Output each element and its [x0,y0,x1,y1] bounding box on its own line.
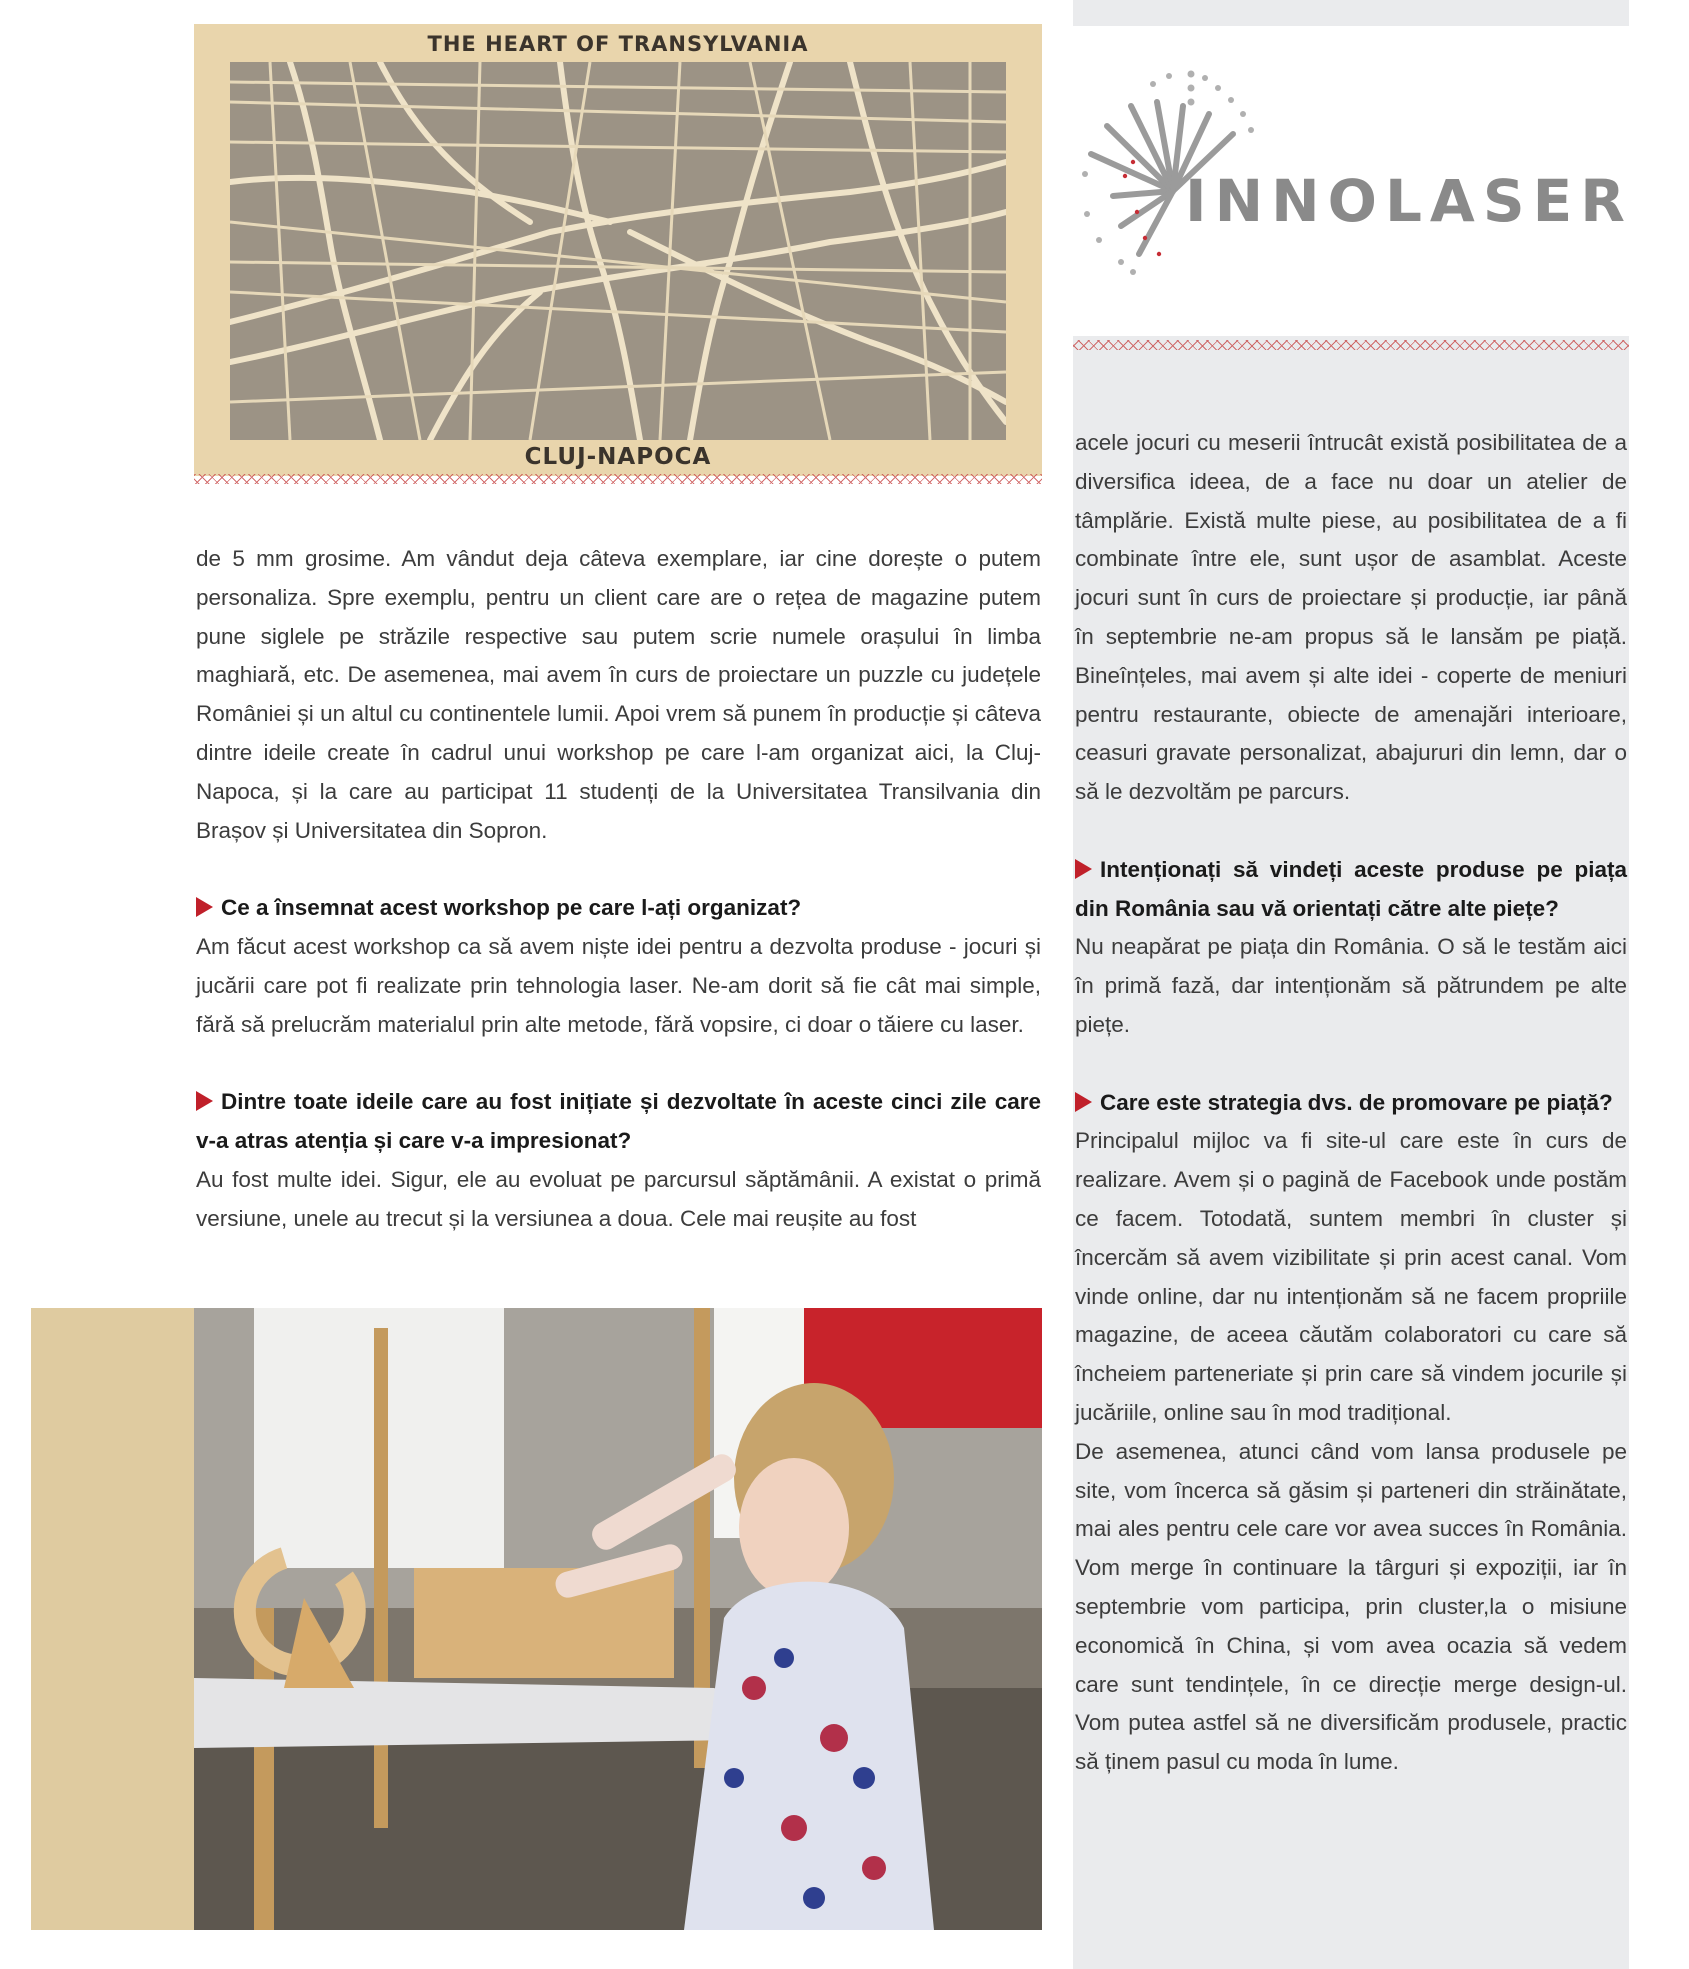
answer-promotion-continued: De asemenea, atunci când vom lansa produsele pe site, vom încerca să găsim și parteneri din străinătate, mai ales pentru cele care vor avea succes în România. Vom merge în continuare la târguri și expoziții, iar în septembrie vom participa, prin cluster,la o misiune economică în China, și vom avea ocazia să vedem care sunt tendințele, în ce direcție merge design-ul. Vom putea astfel să ne diversificăm produsele, practic să ținem pasul cu moda în lume. [1075,1438,1627,1775]
red-triangle-icon [1075,1092,1092,1112]
left-article-column [196,540,1041,1238]
question-workshop [196,889,1041,928]
logo-wordmark: INNOLASER [1185,167,1629,235]
red-triangle-icon [196,1091,213,1111]
question-ideas [196,1083,1041,1161]
question-promotion [1075,1084,1627,1123]
red-triangle-icon [196,897,213,917]
map-streets [230,62,1006,440]
map-city-label: CLUJ-NAPOCA [524,444,712,470]
question-promotion-text: Care este strategia dvs. de promovare pe piață? [1100,1089,1613,1115]
logo-divider [1073,340,1629,350]
answer-promotion: Principalul mijloc va fi site-ul care este în curs de realizare. Avem și o pagină de Facebook unde postăm ce facem. Totodată, suntem membri în cluster și încercăm să avem vizibilitate și prin acest canal. Vom vinde online, dar nu intenționăm să ne facem propriile magazine, de aceea căutăm colaboratori cu care să încheiem parteneriate și prin care să vindem jocurile și jucăriile, online sau în mod tradițional. [1075,1128,1627,1425]
answer-workshop: Am făcut acest workshop ca să avem niște idei pentru a dezvolta produse - jocuri și jucării care pot fi realizate prin tehnologia laser. Ne-am dorit să fie cât mai simple, fără să prelucrăm materialul prin alte metode, fără vopsire, ci doar o tăiere cu laser. [196,933,1041,1037]
logo-panel [1073,26,1629,336]
answer-markets: Nu neapărat pe piața din România. O să le testăm aici în primă fază, dar intenționăm să pătrundem pe alte piețe. [1075,934,1627,1037]
question-markets [1075,851,1627,929]
map-divider [194,474,1042,484]
innolaser-logo [1073,26,1629,336]
right-intro-paragraph: acele jocuri cu meserii întrucât există posibilitatea de a diversifica ideea, de a face nu doar un atelier de tâmplărie. Există multe piese, au posibilitatea de a fi combinate între ele, sunt ușor de asamblat. Aceste jocuri sunt în curs de proiectare și producție, iar până în septembrie ne-am propus să le lansăm pe piață. Bineînțeles, mai avem și alte idei - coperte de meniuri pentru restaurante, obiecte de amenajări interioare, ceasuri gravate personalizat, abajururi din lemn, dar o să le dezvoltăm pe parcurs. [1075,430,1627,805]
beige-accent-block [31,1308,196,1930]
workshop-photo [194,1308,1042,1930]
question-markets-text: Intenționați să vindeți aceste produse pe piața din România sau vă orientați către alte piețe? [1075,856,1627,921]
question-workshop-text: Ce a însemnat acest workshop pe care l-ați organizat? [221,895,802,921]
map-image [194,24,1042,476]
red-triangle-icon [1075,859,1092,879]
right-article-column [1075,424,1627,1782]
map-title: THE HEART OF TRANSYLVANIA [427,32,809,56]
answer-ideas: Au fost multe idei. Sigur, ele au evoluat pe parcursul săptămânii. A existat o primă versiune, unele au trecut și la versiunea a doua. Cele mai reușite au fost [196,1166,1041,1231]
left-intro-paragraph: de 5 mm grosime. Am vândut deja câteva exemplare, iar cine dorește o putem personaliza. Spre exemplu, pentru un client care are o rețea de magazine putem pune siglele pe străzile respective sau putem scrie numele orașului în limba maghiară, etc. De asemenea, mai avem în curs de proiectare un puzzle cu județele României și un altul cu continentele lumii. Apoi vrem să punem în producție și câteva dintre ideile create în cadrul unui workshop pe care l-am organizat aici, la Cluj-Napoca, și la care au participat 11 studenți de la Universitatea Transilvania din Brașov și Universitatea din Sopron. [196,546,1041,843]
question-ideas-text: Dintre toate ideile care au fost inițiate și dezvoltate în aceste cinci zile care v-a atras atenția și care v-a impresionat? [196,1089,1041,1153]
